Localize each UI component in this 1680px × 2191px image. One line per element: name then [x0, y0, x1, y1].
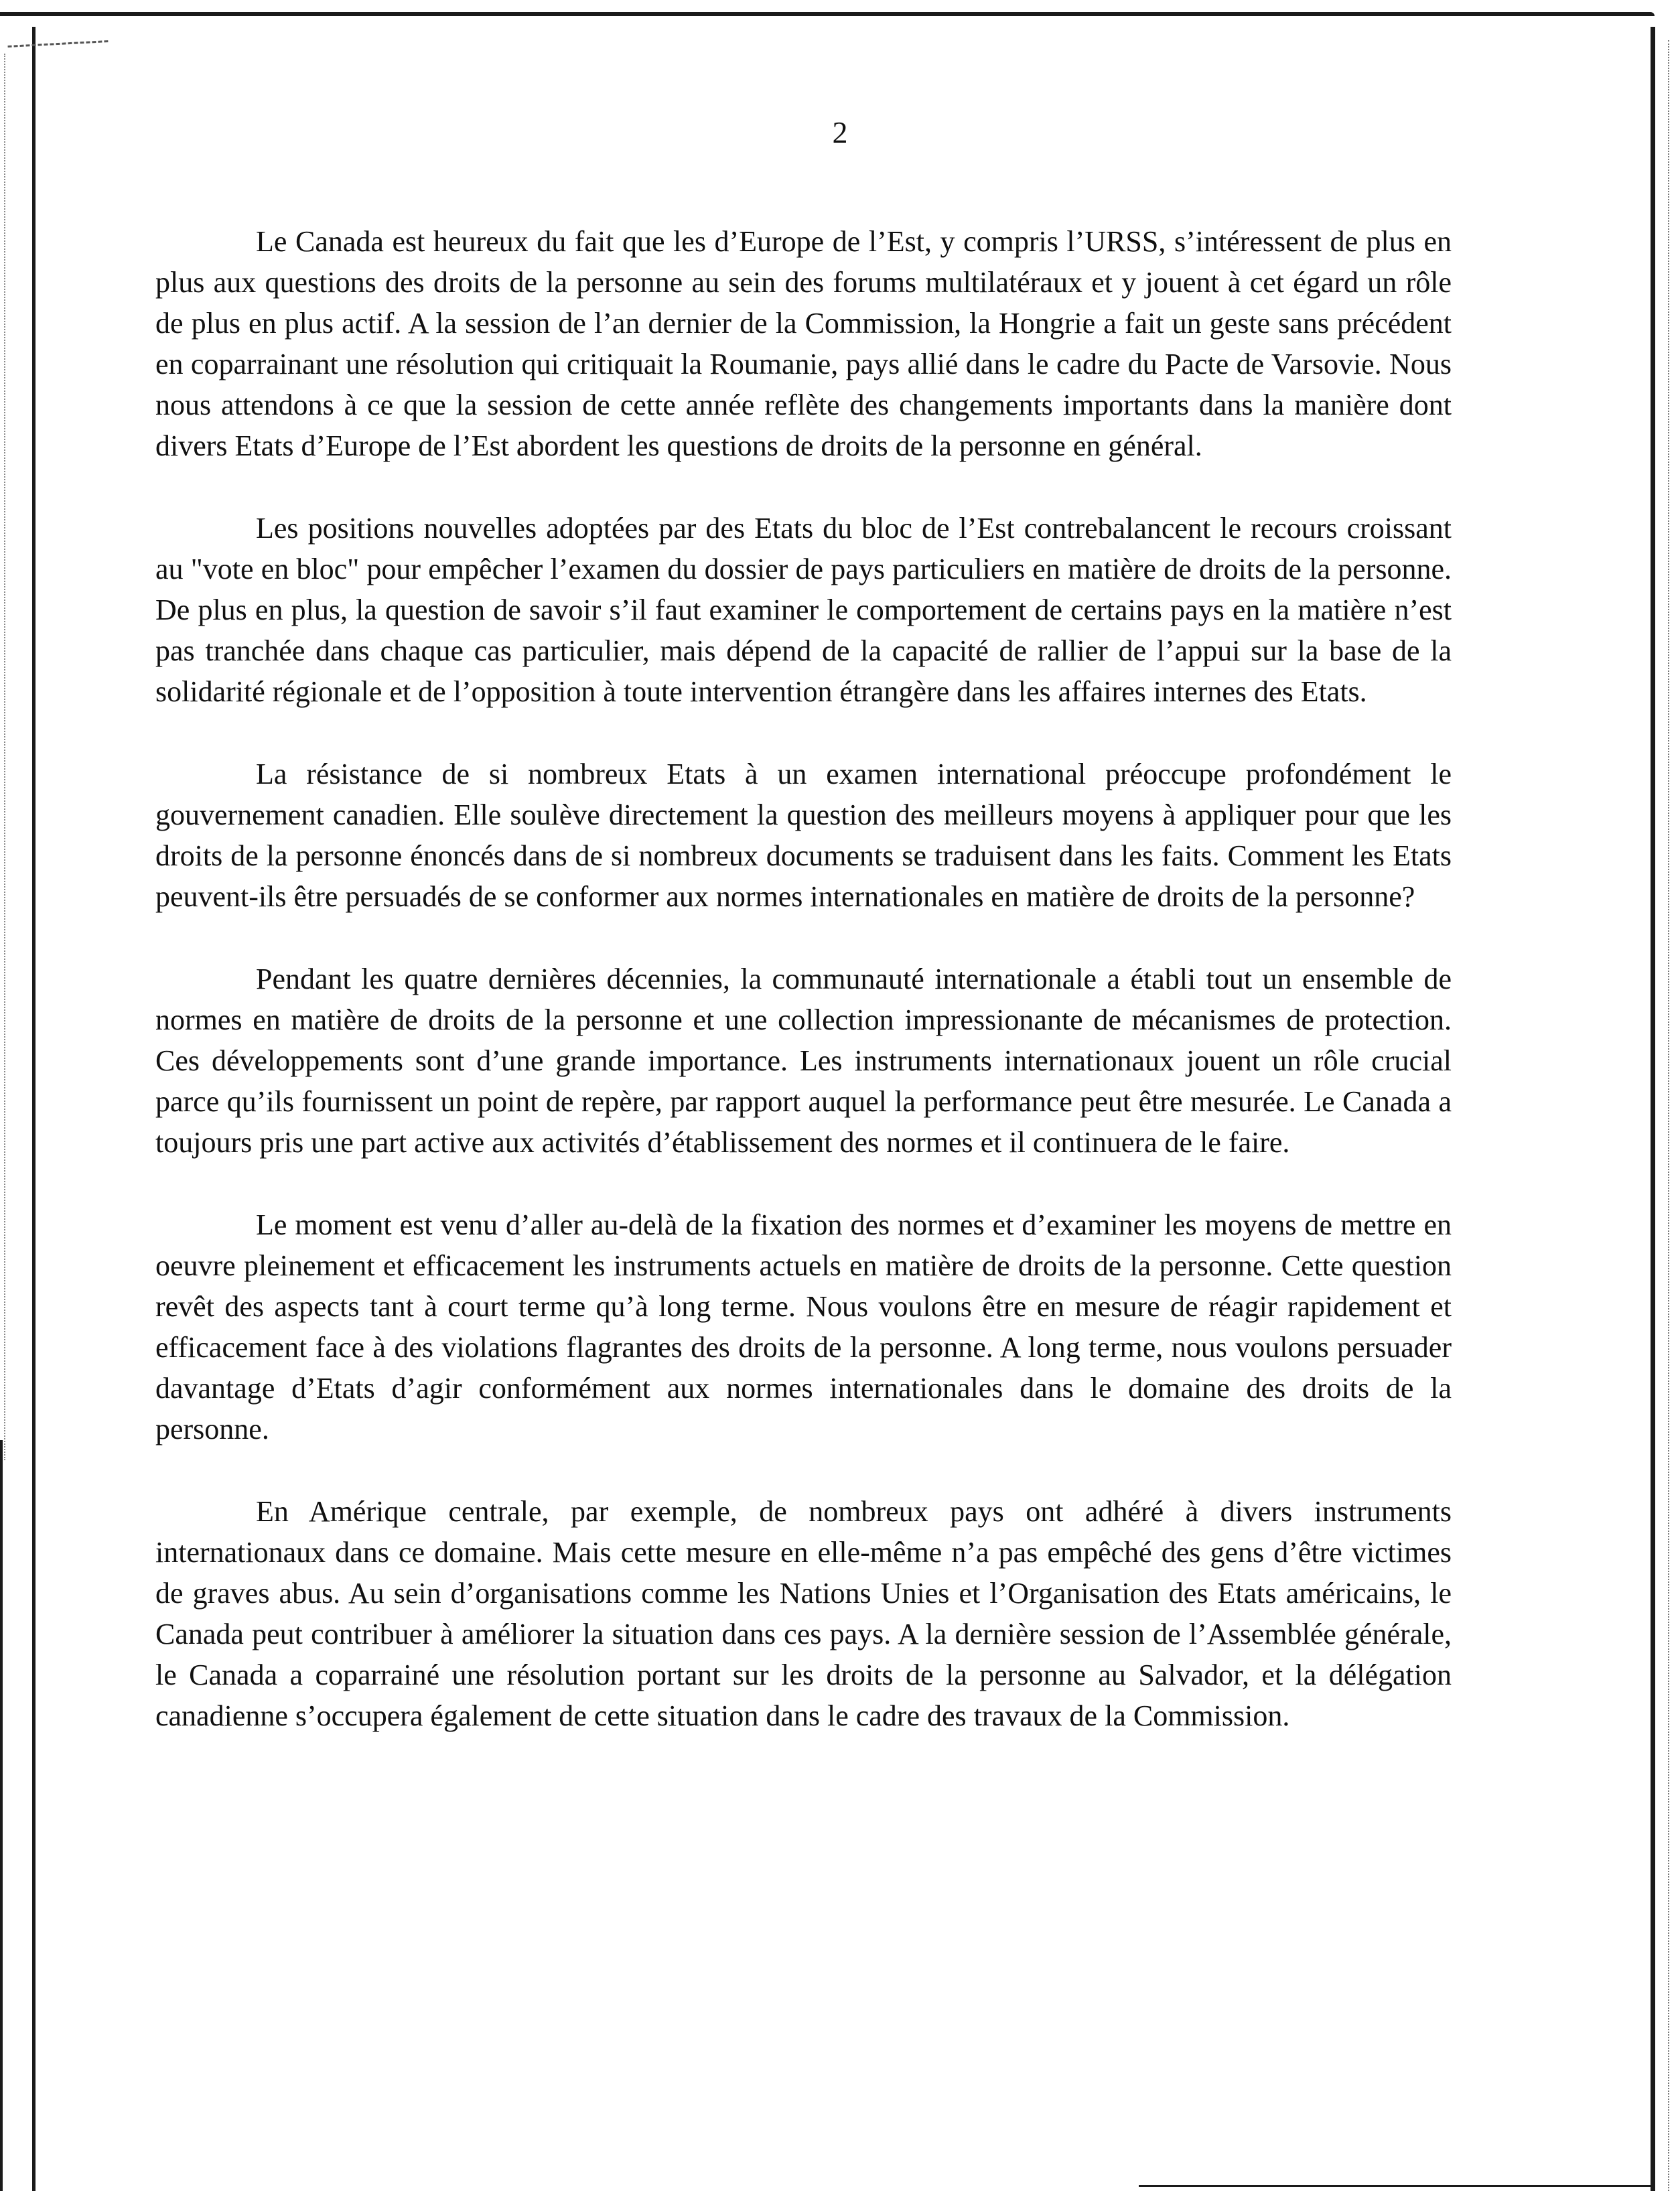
- scan-border-right: [1651, 27, 1655, 2191]
- paragraph-four-decades: Pendant les quatre dernières décennies, la communauté internationale a établi tout un ensemble de normes en matière de droits de la personne et une collection impressionante de mécanismes de protection. Ces développements sont d’une grande importance. Les instruments internationaux jouent un rôle crucial parce qu’ils fournissent un point de repère, par rapport auquel la performance peut être mesurée. Le Canada a toujours pris une part active aux activités d’établissement des normes et il continuera de le faire.: [155, 963, 1452, 1159]
- paragraph-implementation: Le moment est venu d’aller au-delà de la fixation des normes et d’examiner les moyens de mettre en oeuvre pleinement et efficacement les instruments actuels en matière de droits de la personne. Cette question revêt des aspects tant à court terme qu’à long terme. Nous voulons être en mesure de réagir rapidement et efficacement face à des violations flagrantes des droits de la personne. A long terme, nous voulons persuader davantage d’Etats d’agir conformément aux normes internationales dans le domaine des droits de la personne.: [155, 1208, 1452, 1445]
- paragraph-eastern-europe: Le Canada est heureux du fait que les d’Europe de l’Est, y compris l’URSS, s’intéressent de plus en plus aux questions des droits de la personne au sein des forums multilatéraux et y jouent à cet égard un rôle de plus en plus actif. A la session de l’an dernier de la Commission, la Hongrie a fait un geste sans précédent en coparrainant une résolution qui critiquait la Roumanie, pays allié dans le cadre du Pacte de Varsovie. Nous nous attendons à ce que la session de cette année reflète des changements importants dans la manière dont divers Etats d’Europe de l’Est abordent les questions de droits de la personne en général.: [155, 225, 1452, 462]
- scan-border-left: [32, 27, 36, 2191]
- scan-border-bottom: [1139, 2185, 1655, 2187]
- page-number: 2: [832, 115, 848, 149]
- paragraph-resistance: La résistance de si nombreux Etats à un examen international préoccupe profondément le gouvernement canadien. Elle soulève directement la question des meilleurs moyens à appliquer pour que les droits de la personne énoncés dans de si nombreux documents se traduisent dans les faits. Comment les Etats peuvent-ils être persuadés de se conformer aux normes internationales en matière de droits de la personne?: [155, 758, 1452, 913]
- document-body: [155, 221, 1452, 1778]
- scan-border-top: [0, 12, 1655, 16]
- paragraph-bloc-positions: Les positions nouvelles adoptées par des Etats du bloc de l’Est contrebalancent le recours croissant au "vote en bloc" pour empêcher l’examen du dossier de pays particuliers en matière de droits de la personne. De plus en plus, la question de savoir s’il faut examiner le comportement de certains pays en la matière n’est pas tranchée dans chaque cas particulier, mais dépend de la capacité de rallier de l’appui sur la base de la solidarité régionale et de l’opposition à toute intervention étrangère dans les affaires internes des Etats.: [155, 512, 1452, 708]
- paragraph-central-america: En Amérique centrale, par exemple, de nombreux pays ont adhéré à divers instruments internationaux dans ce domaine. Mais cette mesure en elle-même n’a pas empêché des gens d’être victimes de graves abus. Au sein d’organisations comme les Nations Unies et l’Organisation des Etats américains, le Canada peut contribuer à améliorer la situation dans ces pays. A la dernière session de l’Assemblée générale, le Canada a coparrainé une résolution portant sur les droits de la personne au Salvador, et la délégation canadienne s’occupera également de cette situation dans le cadre des travaux de la Commission.: [155, 1495, 1452, 1732]
- scan-border-left-outer: [4, 54, 5, 1460]
- scan-border-left-strip: [0, 1440, 3, 2191]
- scan-border-right-inner: [1668, 40, 1669, 2191]
- scan-corner-mark: [8, 40, 109, 61]
